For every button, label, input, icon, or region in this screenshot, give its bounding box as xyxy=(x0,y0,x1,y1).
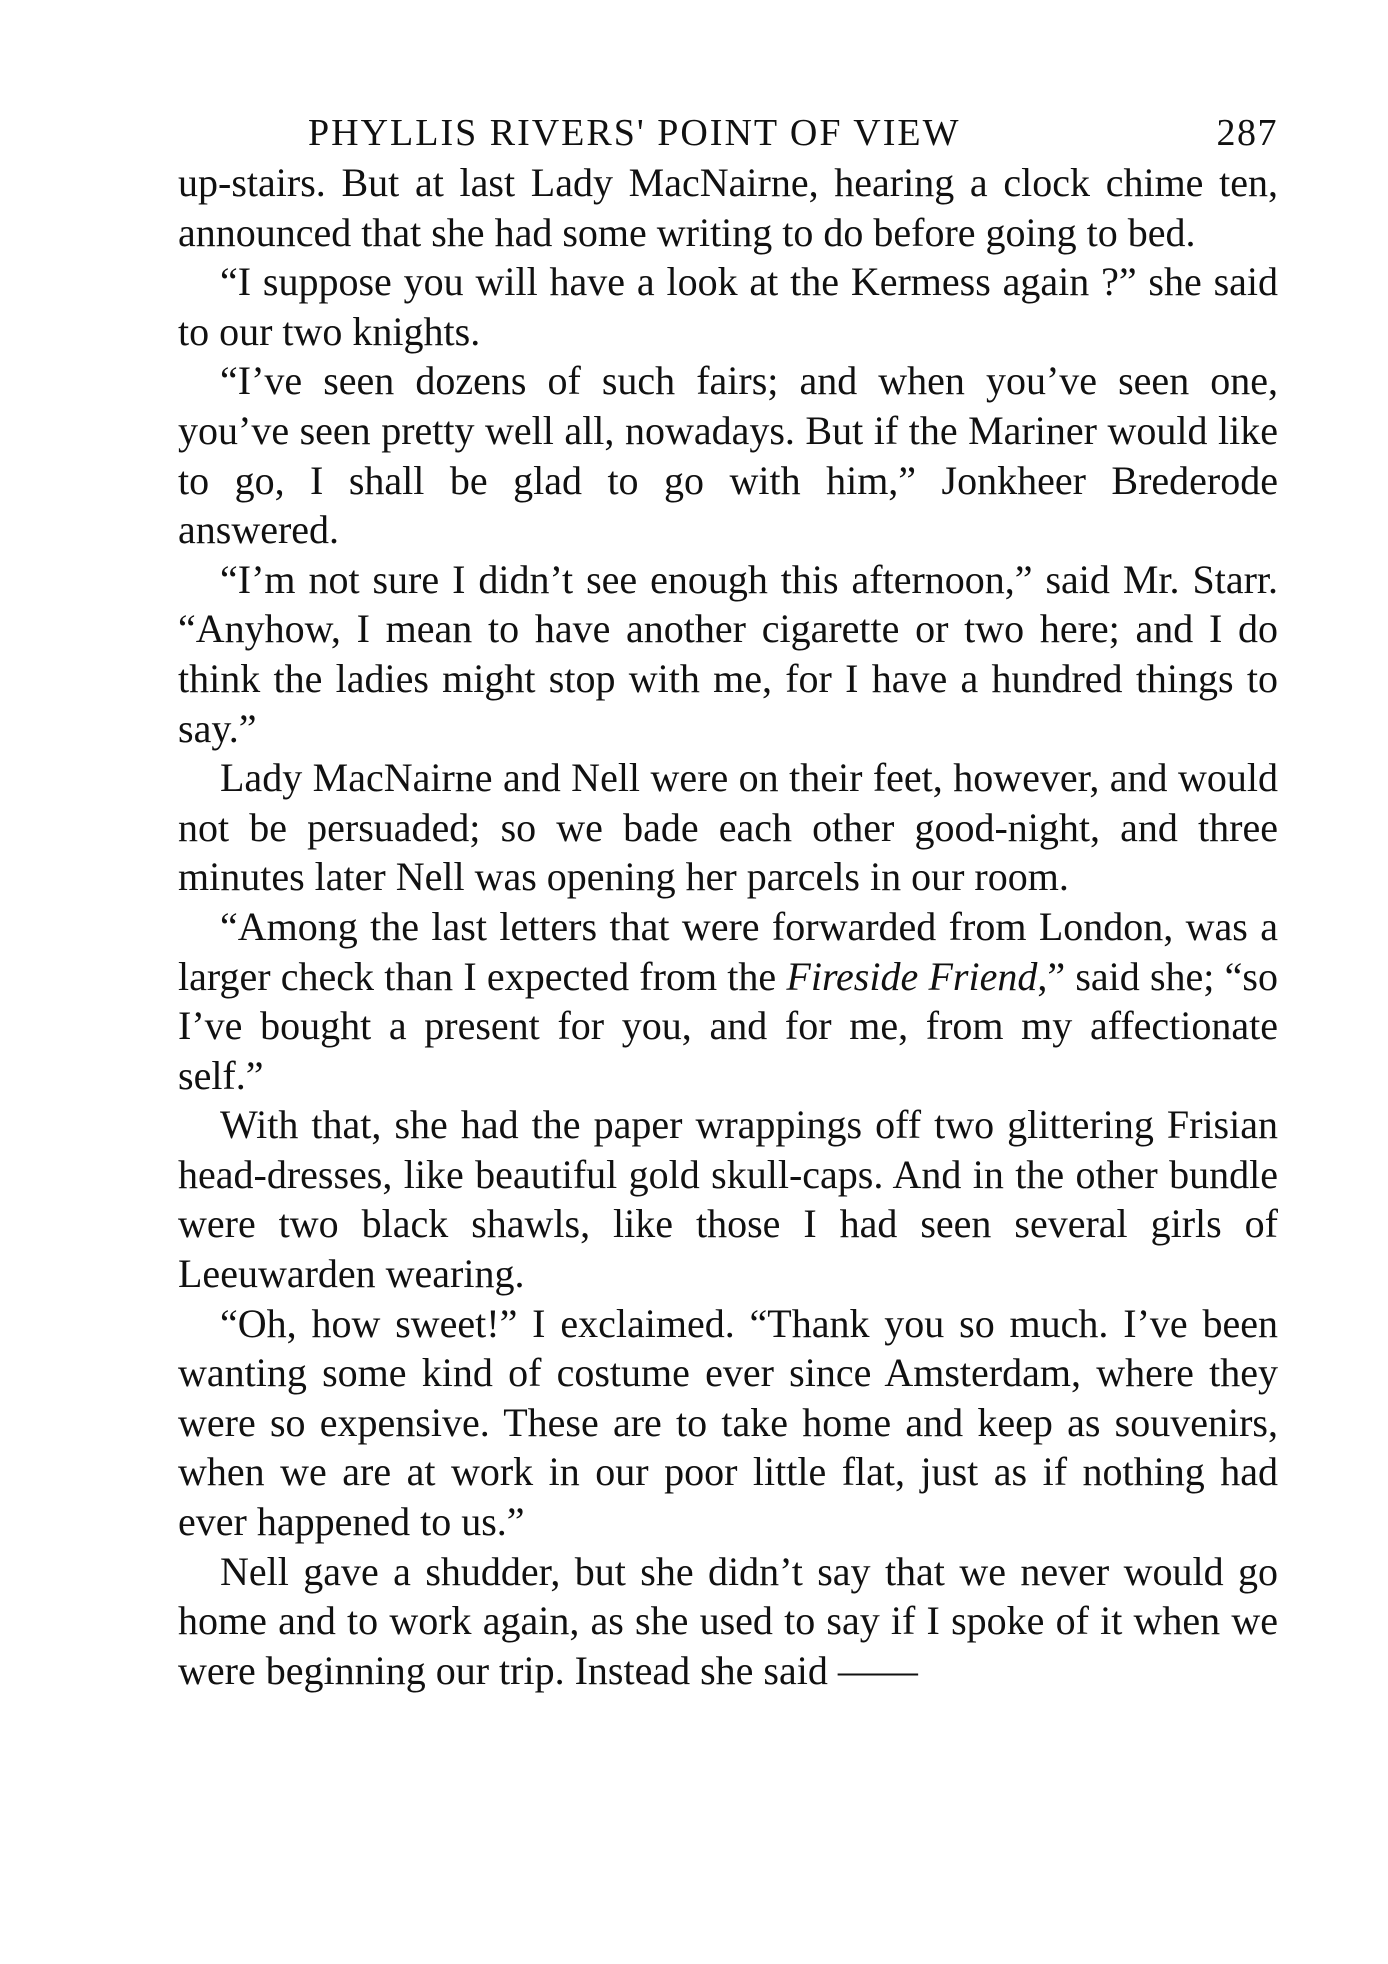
paragraph xyxy=(178,356,1278,554)
body-text xyxy=(178,158,1278,1695)
running-head xyxy=(178,108,1278,158)
paragraph xyxy=(178,1547,1278,1696)
paragraph-text: Lady MacNairne and Nell were on their feet, however, and would not be persuaded; so we bade each other good-night, and three minutes later Nell was opening her parcels in our room. xyxy=(178,755,1278,900)
running-title: PHYLLIS RIVERS' POINT OF VIEW xyxy=(308,112,961,154)
book-page xyxy=(178,108,1278,1695)
page-number: 287 xyxy=(1216,112,1278,154)
paragraph xyxy=(178,902,1278,1100)
paragraph-text: “I suppose you will have a look at the Kermess again ?” she said to our two knights. xyxy=(178,259,1278,354)
paragraph-text: “Oh, how sweet!” I exclaimed. “Thank you so much. I’ve been wanting some kind of costume ever since Amsterdam, where they were so expensive. These are to take home and keep as souvenirs, when we are at work in our poor little flat, just as if nothing had ever happened to us.” xyxy=(178,1300,1278,1545)
paragraph xyxy=(178,158,1278,257)
paragraph-text: With that, she had the paper wrappings off two glittering Frisian head-dresses, like beautiful gold skull-caps. And in the other bundle were two black shawls, like those I had seen several girls of Leeuwarden wearing. xyxy=(178,1102,1278,1297)
paragraph-text: “Among the last letters that were forwarded from London, was a larger check than I expected from the xyxy=(178,903,1278,999)
paragraph xyxy=(178,753,1278,902)
paragraph xyxy=(178,257,1278,356)
paragraph-text: ,” said she; “so I’ve bought a present for you, and for me, from my affectionate self.” xyxy=(178,953,1278,1098)
paragraph-text: up-stairs. But at last Lady MacNairne, hearing a clock chime ten, announced that she had some writing to do before going to bed. xyxy=(178,160,1278,255)
paragraph xyxy=(178,555,1278,753)
paragraph-text: Nell gave a shudder, but she didn’t say that we never would go home and to work again, as she used to say if I spoke of it when we were beginning our trip. Instead she said —— xyxy=(178,1548,1278,1693)
paragraph xyxy=(178,1299,1278,1547)
italic-title: Fireside Friend xyxy=(786,953,1038,999)
paragraph xyxy=(178,1100,1278,1298)
paragraph-text: “I’ve seen dozens of such fairs; and when you’ve seen one, you’ve seen pretty well all, nowadays. But if the Mariner would like to go, I shall be glad to go with him,” Jonkheer Brederode answered. xyxy=(178,358,1278,553)
paragraph-text: “I’m not sure I didn’t see enough this afternoon,” said Mr. Starr. “Anyhow, I mean to have another cigarette or two here; and I do think the ladies might stop with me, for I have a hundred things to say.” xyxy=(178,556,1278,751)
